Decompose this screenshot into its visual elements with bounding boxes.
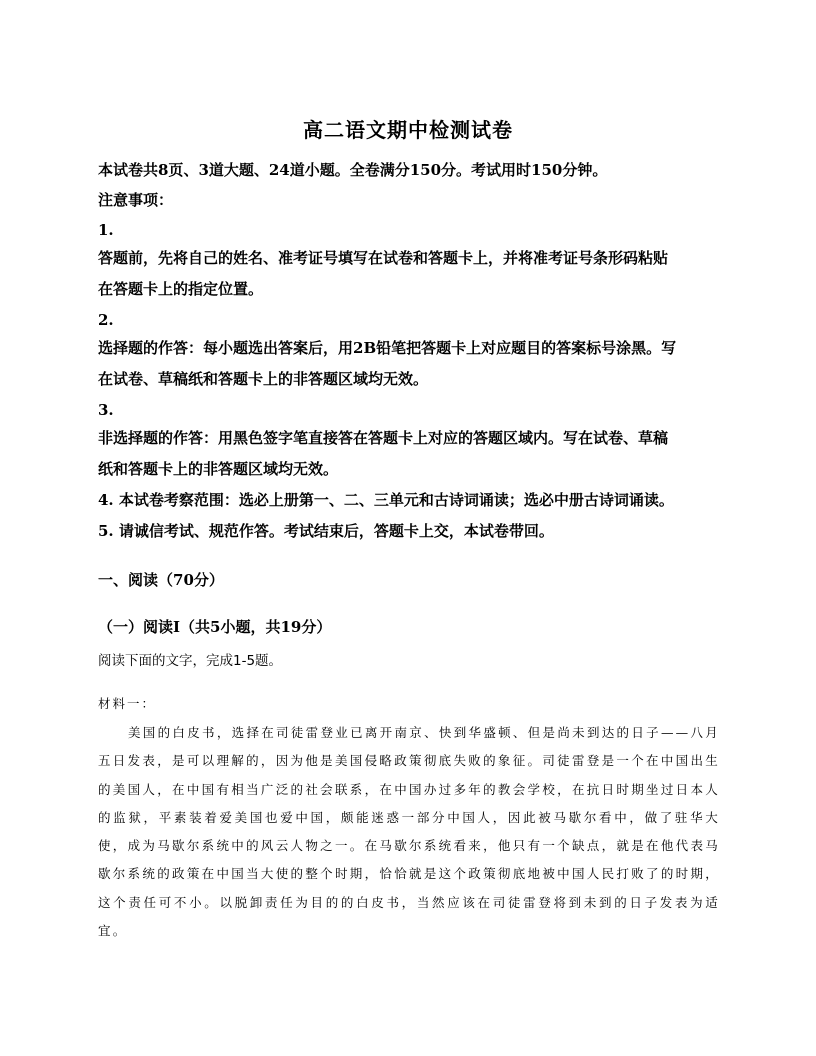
notice-item-2-line-1: 选择题的作答：每小题选出答案后，用2B铅笔把答题卡上对应题目的答案标号涂黑。写 [98, 339, 677, 357]
notice-item-1-number: 1. [98, 221, 114, 239]
notice-item-3-line-2: 纸和答题卡上的非答题区域均无效。 [98, 460, 339, 478]
notice-item-4: 4. 本试卷考察范围：选必上册第一、二、三单元和古诗词诵读；选必中册古诗词诵读。 [98, 491, 674, 509]
notice-item-1-line-1: 答题前，先将自己的姓名、准考证号填写在试卷和答题卡上，并将准考证号条形码粘贴 [98, 249, 669, 267]
material-label: 材料一： [98, 696, 157, 711]
reading-passage: 美国的白皮书，选择在司徒雷登业已离开南京、快到华盛顿、但是尚未到达的日子——八月五日发表，是可以理解的，因为他是美国侵略政策彻底失败的象征。司徒雷登是一个在中国出生的美国人，在中国有相当广泛的社会联系，在中国办过多年的教会学校，在抗日时期坐过日本人的监狱，平素装着爱美国也爱中国，颇能迷惑一部分中国人，因此被马歇尔看中，做了驻华大使，成为马歇尔系统中的风云人物之一。在马歇尔系统看来，他只有一个缺点，就是在他代表马歇尔系统的政策在中国当大使的整个时期，恰恰就是这个政策彻底地被中国人民打败了的时期，这个责任可不小。以脱卸责任为目的的白皮书，当然应该在司徒雷登将到未到的日子发表为适宜。 [98, 725, 720, 939]
notice-item-3-number: 3. [98, 401, 114, 419]
notice-item-2-line-2: 在试卷、草稿纸和答题卡上的非答题区域均无效。 [98, 370, 429, 388]
page-title: 高二语文期中检测试卷 [303, 118, 513, 142]
notice-heading: 注意事项： [98, 191, 174, 209]
notice-item-1-line-2: 在答题卡上的指定位置。 [98, 280, 264, 298]
notice-item-2-number: 2. [98, 311, 114, 329]
reading-instruction: 阅读下面的文字，完成1-5题。 [98, 653, 283, 669]
notice-item-5: 5. 请诚信考试、规范作答。考试结束后，答题卡上交，本试卷带回。 [98, 522, 554, 540]
section-heading-reading: 一、阅读（70分） [98, 571, 224, 589]
subsection-heading-reading-1: （一）阅读Ⅰ（共5小题，共19分） [98, 618, 332, 636]
exam-intro: 本试卷共8页、3道大题、24道小题。全卷满分150分。考试用时150分钟。 [98, 161, 608, 179]
notice-item-3-line-1: 非选择题的作答：用黑色签字笔直接答在答题卡上对应的答题区域内。写在试卷、草稿 [98, 429, 669, 447]
